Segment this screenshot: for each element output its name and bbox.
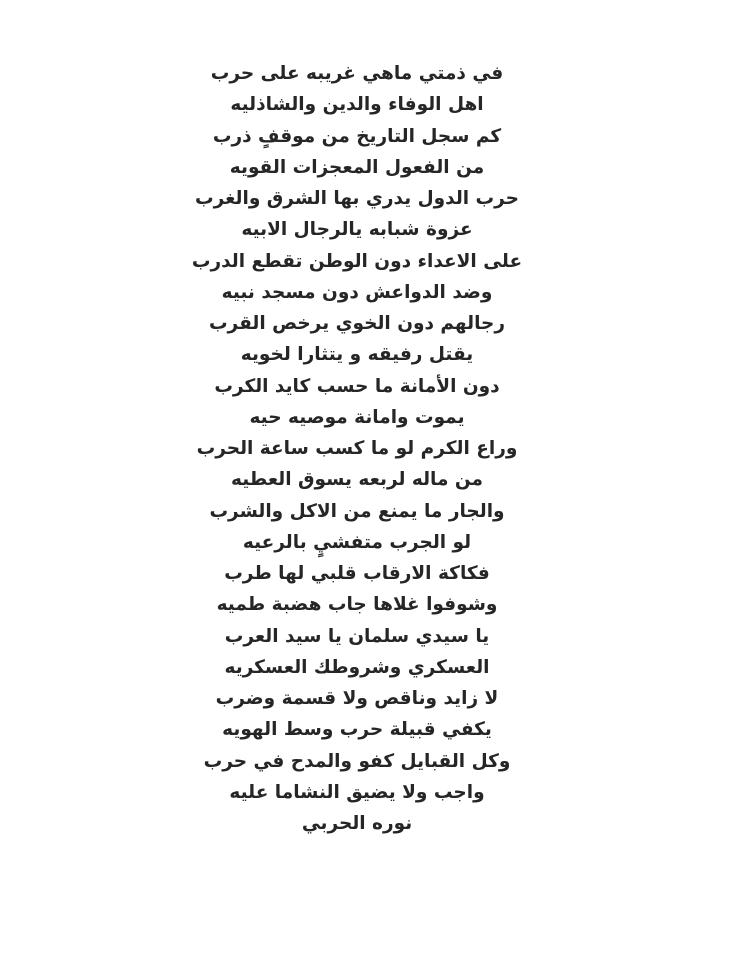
poem-line: في ذمتي ماهي غريبه على حرب xyxy=(210,63,504,84)
poem-line: يموت وامانة موصيه حيه xyxy=(249,406,465,428)
poem-line: لو الجرب متفشيٍ بالرعيه xyxy=(242,531,472,553)
poem-line: وضد الدواعش دون مسجد نبيه xyxy=(221,281,493,303)
poem-line: رجالهم دون الخوي يرخص القرب xyxy=(208,313,506,334)
poem-line: يكفي قبيلة حرب وسط الهويه xyxy=(222,719,492,741)
poem-line: يا سيدي سلمان يا سيد العرب xyxy=(224,625,490,647)
poem-line: من ماله لربعه يسوق العطيه xyxy=(231,469,483,491)
poem-line: من الفعول المعجزات القويه xyxy=(229,156,485,178)
poem-line: وراع الكرم لو ما كسب ساعة الحرب xyxy=(196,438,518,459)
poem-line: والجار ما يمنع من الاكل والشرب xyxy=(209,500,505,522)
poem-line: اهل الوفاء والدين والشاذليه xyxy=(230,94,484,116)
poem-line: واجب ولا يضيق النشاما عليه xyxy=(229,781,485,803)
poem-line: فكاكة الارقاب قلبي لها طرب xyxy=(224,563,490,584)
poet-signature: نوره الحربي xyxy=(301,813,413,834)
poem-text xyxy=(0,58,714,839)
poem-line: لا زايد وناقص ولا قسمة وضرب xyxy=(215,688,499,709)
poem-line: يقتل رفيقه و يتثارا لخويه xyxy=(240,344,474,366)
poem-line: وكل القبايل كفو والمدح في حرب xyxy=(203,750,511,772)
poem-line: العسكري وشروطك العسكريه xyxy=(224,656,490,678)
poem-line: كم سجل التاريخ من موقفٍ ذرب xyxy=(212,125,502,147)
poem-line: عزوة شبابه يالرجال الابيه xyxy=(241,219,473,241)
poem-line: وشوفوا غلاها جاب هضبة طميه xyxy=(216,594,498,616)
poem-line: على الاعداء دون الوطن تقطع الدرب xyxy=(191,250,523,272)
poem-line: حرب الدول يدري بها الشرق والغرب xyxy=(195,188,519,209)
poem-line: دون الأمانة ما حسب كايد الكرب xyxy=(214,375,500,397)
